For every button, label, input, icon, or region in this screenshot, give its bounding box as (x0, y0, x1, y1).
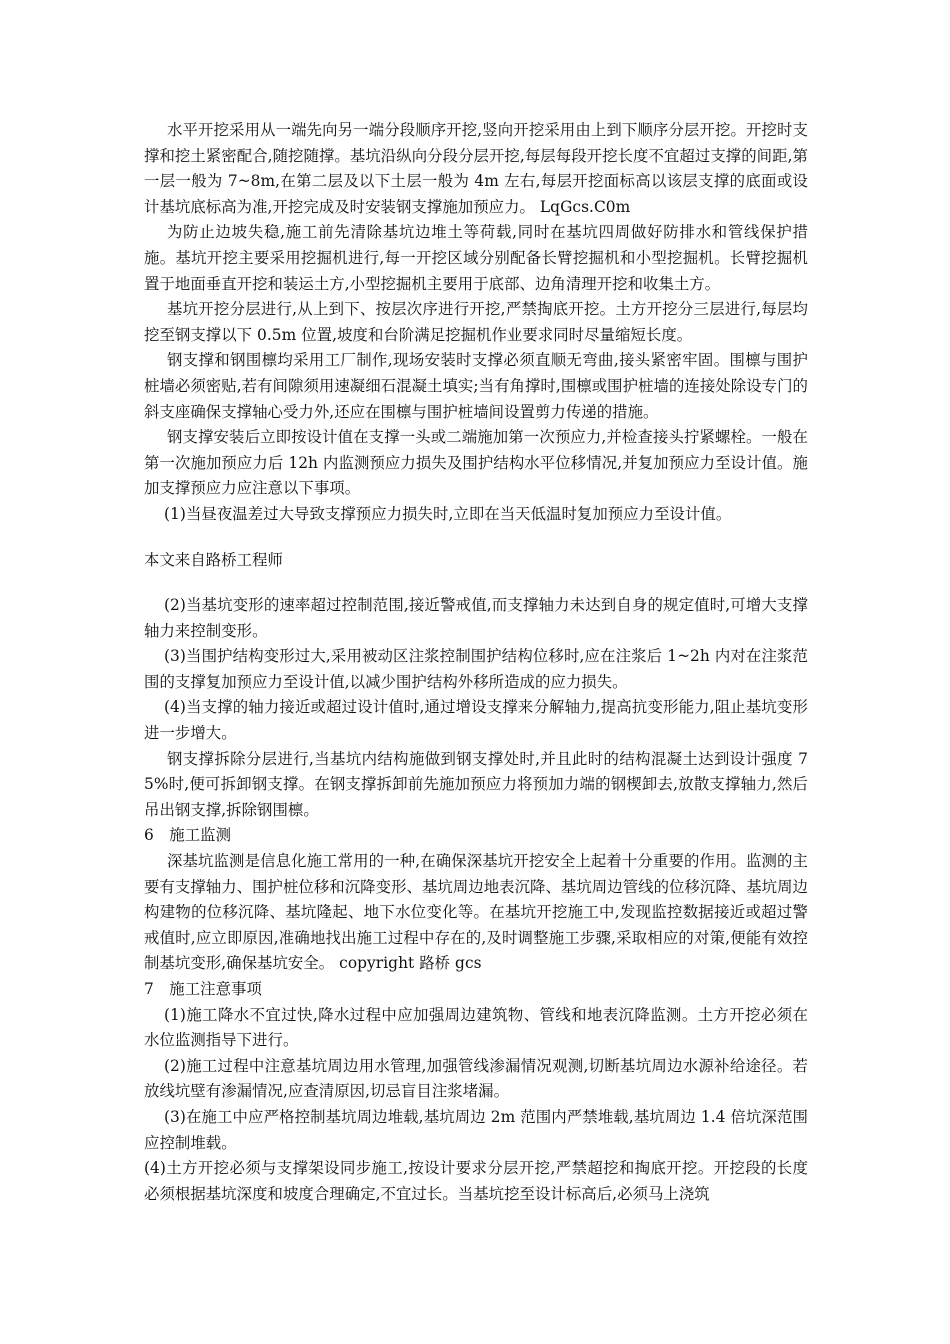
paragraph-horizontal-excavation: 水平开挖采用从一端先向另一端分段顺序开挖,竖向开挖采用由上到下顺序分层开挖。开挖时支撑和挖土紧密配合,随挖随撑。基坑沿纵向分段分层开挖,每层每段开挖长度不宜超过支撑的间距,第一层一般为 7~8m,在第二层及以下土层一般为 4m 左右,每层开挖面标高以该层支撑的底面或设计基坑底标高为准,开挖完成及时安装钢支撑施加预应力。 LqGcs.C0m (144, 121, 808, 216)
section-heading-7: 7 施工注意事项 (144, 980, 262, 998)
section-heading-6: 6 施工监测 (144, 826, 232, 845)
paragraph-item-3: (3)当围护结构变形过大,采用被动区注浆控制围护结构位移时,应在注浆后 1~2h 内对在注浆范围的支撑复加预应力至设计值,以减少围护结构外移所造成的应力损失。 (144, 647, 808, 691)
paragraph-slope-stability: 为防止边坡失稳,施工前先清除基坑边堆土等荷载,同时在基坑四周做好防排水和管线保护措施。基坑开挖主要采用挖掘机进行,每一开挖区域分别配备长臂挖掘机和小型挖掘机。长臂挖掘机置于地面垂直开挖和装运土方,小型挖掘机主要用于底部、边角清理开挖和收集土方。 (144, 223, 808, 293)
paragraph-note-1: (1)施工降水不宜过快,降水过程中应加强周边建筑物、管线和地表沉降监测。土方开挖必须在水位监测指导下进行。 (144, 1005, 808, 1050)
paragraph-prestress: 钢支撑安装后立即按设计值在支撑一头或二端施加第一次预应力,并检查接头拧紧螺栓。一般在第一次施加预应力后 12h 内监测预应力损失及围护结构水平位移情况,并复加预应力至设计值。施加支撑预应力应注意以下事项。 (144, 428, 808, 498)
paragraph-monitoring: 深基坑监测是信息化施工常用的一种,在确保深基坑开挖安全上起着十分重要的作用。监测的主要有支撑轴力、围护桩位移和沉降变形、基坑周边地表沉降、基坑周边管线的位移沉降、基坑周边构建物的位移沉降、基坑隆起、地下水位变化等。在基坑开挖施工中,发现监控数据接近或超过警戒值时,应立即原因,准确地找出施工过程中存在的,及时调整施工步骤,采取相应的对策,便能有效控制基坑变形,确保基坑安全。 copyright 路桥 gcs (144, 852, 808, 973)
paragraph-item-2: (2)当基坑变形的速率超过控制范围,接近警戒值,而支撑轴力未达到自身的规定值时,可增大支撑轴力来控制变形。 (144, 596, 808, 640)
paragraph-note-2: (2)施工过程中注意基坑周边用水管理,加强管线渗漏情况观测,切断基坑周边水源补给途径。若放线坑壁有渗漏情况,应查清原因,切忌盲目注浆堵漏。 (144, 1056, 808, 1101)
paragraph-item-1: (1)当昼夜温差过大导致支撑预应力损失时,立即在当天低温时复加预应力至设计值。 (164, 504, 732, 523)
paragraph-support-removal: 钢支撑拆除分层进行,当基坑内结构施做到钢支撑处时,并且此时的结构混凝土达到设计强度 75%时,便可拆卸钢支撑。在钢支撑拆卸前先施加预应力将预加力端的钢楔卸去,放散支撑轴力,然后吊出钢支撑,拆除钢围檩。 (144, 749, 808, 819)
paragraph-item-4: (4)当支撑的轴力接近或超过设计值时,通过增设支撑来分解轴力,提高抗变形能力,阻止基坑变形进一步增大。 (144, 698, 808, 743)
source-note: 本文来自路桥工程师 (144, 550, 283, 569)
paragraph-steel-support: 钢支撑和钢围檩均采用工厂制作,现场安装时支撑必须直顺无弯曲,接头紧密牢固。围檩与围护桩墙必须密贴,若有间隙须用速凝细石混凝土填实;当有角撑时,围檩或围护桩墙的连接处除设专门的斜支座确保支撑轴心受力外,还应在围檩与围护桩墙间设置剪力传递的措施。 (144, 351, 808, 421)
paragraph-note-3: (3)在施工中应严格控制基坑周边堆载,基坑周边 2m 范围内严禁堆载,基坑周边 1.4 倍坑深范围应控制堆载。 (144, 1107, 808, 1152)
paragraph-note-4: (4)土方开挖必须与支撑架设同步施工,按设计要求分层开挖,严禁超挖和掏底开挖。开挖段的长度必须根据基坑深度和坡度合理确定,不宜过长。当基坑挖至设计标高后,必须马上浇筑 (144, 1159, 808, 1203)
paragraph-layered-excavation: 基坑开挖分层进行,从上到下、按层次序进行开挖,严禁掏底开挖。土方开挖分三层进行,每层均挖至钢支撑以下 0.5m 位置,坡度和台阶满足挖掘机作业要求同时尽量缩短长度。 (144, 300, 808, 344)
